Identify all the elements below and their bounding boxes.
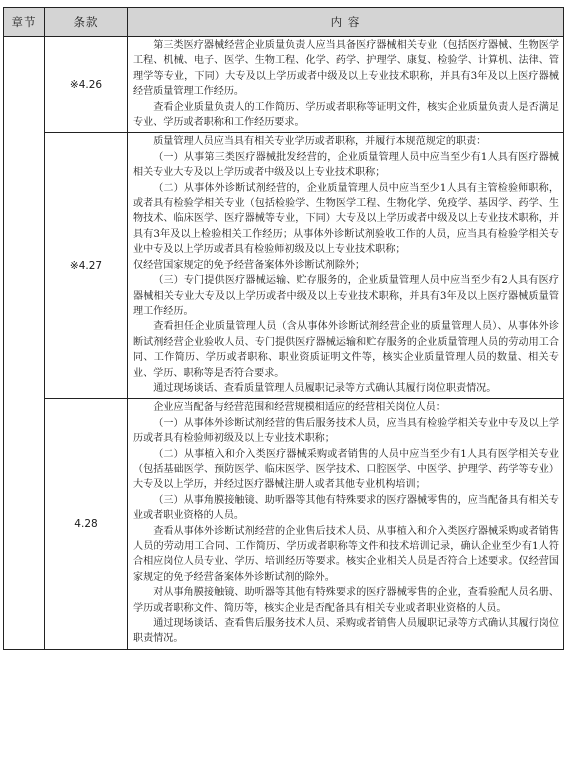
- content-paragraph: 查看从事体外诊断试剂经营的企业售后技术人员、从事植入和介入类医疗器械采购或者销售人员的劳动用工合同、工作简历、学历或者职称等文件和技术培训记录，确认企业至少有1人符合相应岗位人员专业、学历、培训经历等要求。核实企业相关人员是否符合上述要求。仅经营国家规定的免予经营备案体外诊断试剂的除外。: [133, 525, 559, 583]
- content-paragraph: 企业应当配备与经营范围和经营规模相适应的经营相关岗位人员：: [153, 402, 446, 414]
- clause-number: ※4.26: [45, 37, 128, 133]
- content-paragraph: 对从事角膜接触镜、助听器等其他有特殊要求的医疗器械零售的企业，查看验配人员名册、学历或者职称文件、简历等，核实企业是否配备具有相关专业或者职业资格的人员。: [133, 587, 559, 614]
- clause-content: [128, 133, 564, 399]
- content-paragraph: 查看担任企业质量管理人员（含从事体外诊断试剂经营企业的质量管理人员）、从事体外诊断试剂经营企业验收人员、专门提供医疗器械运输和贮存服务的企业质量管理人员的劳动用工合同、工作简历、学历或者职称、职业资质证明文件等，核实企业质量管理人员的数量、相关专业、学历、职称等是否符合要求。: [133, 321, 559, 379]
- header-chapter: 章节: [4, 8, 45, 37]
- content-paragraph: 通过现场谈话、查看质量管理人员履职记录等方式确认其履行岗位职责情况。: [153, 382, 497, 394]
- clause-number: 4.28: [45, 399, 128, 650]
- content-paragraph: 查看企业质量负责人的工作简历、学历或者职称等证明文件，核实企业质量负责人是否满足专业、学历或者职称和工作经历要求。: [133, 101, 559, 129]
- content-paragraph: 仅经营国家规定的免予经营备案体外诊断试剂除外；: [133, 259, 366, 271]
- table-row: [4, 399, 564, 650]
- content-paragraph: （一）从事第三类医疗器械批发经营的，企业质量管理人员中应当至少有1人具有医疗器械相关专业大专及以上学历或者中级及以上专业技术职称；: [133, 151, 559, 179]
- content-paragraph: （二）从事植入和介入类医疗器械采购或者销售的人员中应当至少有1人具有医学相关专业（包括基础医学、预防医学、临床医学、医学技术、口腔医学、中医学、护理学、药学等专业）大专及以上学历，并经过医疗器械注册人或者其他专业机构培训；: [133, 448, 559, 491]
- content-paragraph: 第三类医疗器械经营企业质量负责人应当具备医疗器械相关专业（包括医疗器械、生物医学工程、机械、电子、医学、生物工程、化学、药学、护理学、康复、检验学、计算机、法律、管理学等专业，下同）大专及以上学历或者中级及以上专业技术职称，并具有3年及以上医疗器械经营质量管理工作经历。: [133, 40, 559, 98]
- content-paragraph: （一）从事体外诊断试剂经营的售后服务技术人员，应当具有检验学相关专业中专及以上学历或者具有检验师初级及以上专业技术职称；: [133, 417, 559, 445]
- content-paragraph: （二）从事体外诊断试剂经营的，企业质量管理人员中应当至少1人具有主管检验师职称，或者具有检验学相关专业（包括检验学、生物医学工程、生物化学、免疫学、基因学、药学、生物技术、临床医学、医疗器械等专业，下同）大专及以上学历或者中级及以上专业技术职称，并具有3年及以上检验相关工作经历；从事体外诊断试剂验收工作的人员，应当具有检验学相关专业中专及以上学历或者具有检验师初级及以上专业技术职称；: [133, 182, 559, 256]
- header-clause: 条款: [45, 8, 128, 37]
- clause-number: ※4.27: [45, 133, 128, 399]
- table-row: [4, 37, 564, 133]
- regulation-table: [3, 7, 564, 650]
- chapter-cell: [4, 37, 45, 650]
- content-paragraph: 通过现场谈话、查看售后服务技术人员、采购或者销售人员履职记录等方式确认其履行岗位职责情况。: [133, 618, 559, 645]
- table-row: [4, 133, 564, 399]
- content-paragraph: （三）专门提供医疗器械运输、贮存服务的，企业质量管理人员中应当至少有2人具有医疗器械相关专业大专及以上学历或者中级及以上专业技术职称，并具有3年及以上医疗器械质量管理工作经历。: [133, 275, 559, 317]
- clause-content: [128, 37, 564, 133]
- content-paragraph: 质量管理人员应当具有相关专业学历或者职称，并履行本规范规定的职责：: [153, 136, 487, 148]
- clause-content: [128, 399, 564, 650]
- table-header-row: [4, 8, 564, 37]
- header-content: 内 容: [128, 8, 564, 37]
- content-paragraph: （三）从事角膜接触镜、助听器等其他有特殊要求的医疗器械零售的，应当配备具有相关专业或者职业资格的人员。: [133, 494, 559, 522]
